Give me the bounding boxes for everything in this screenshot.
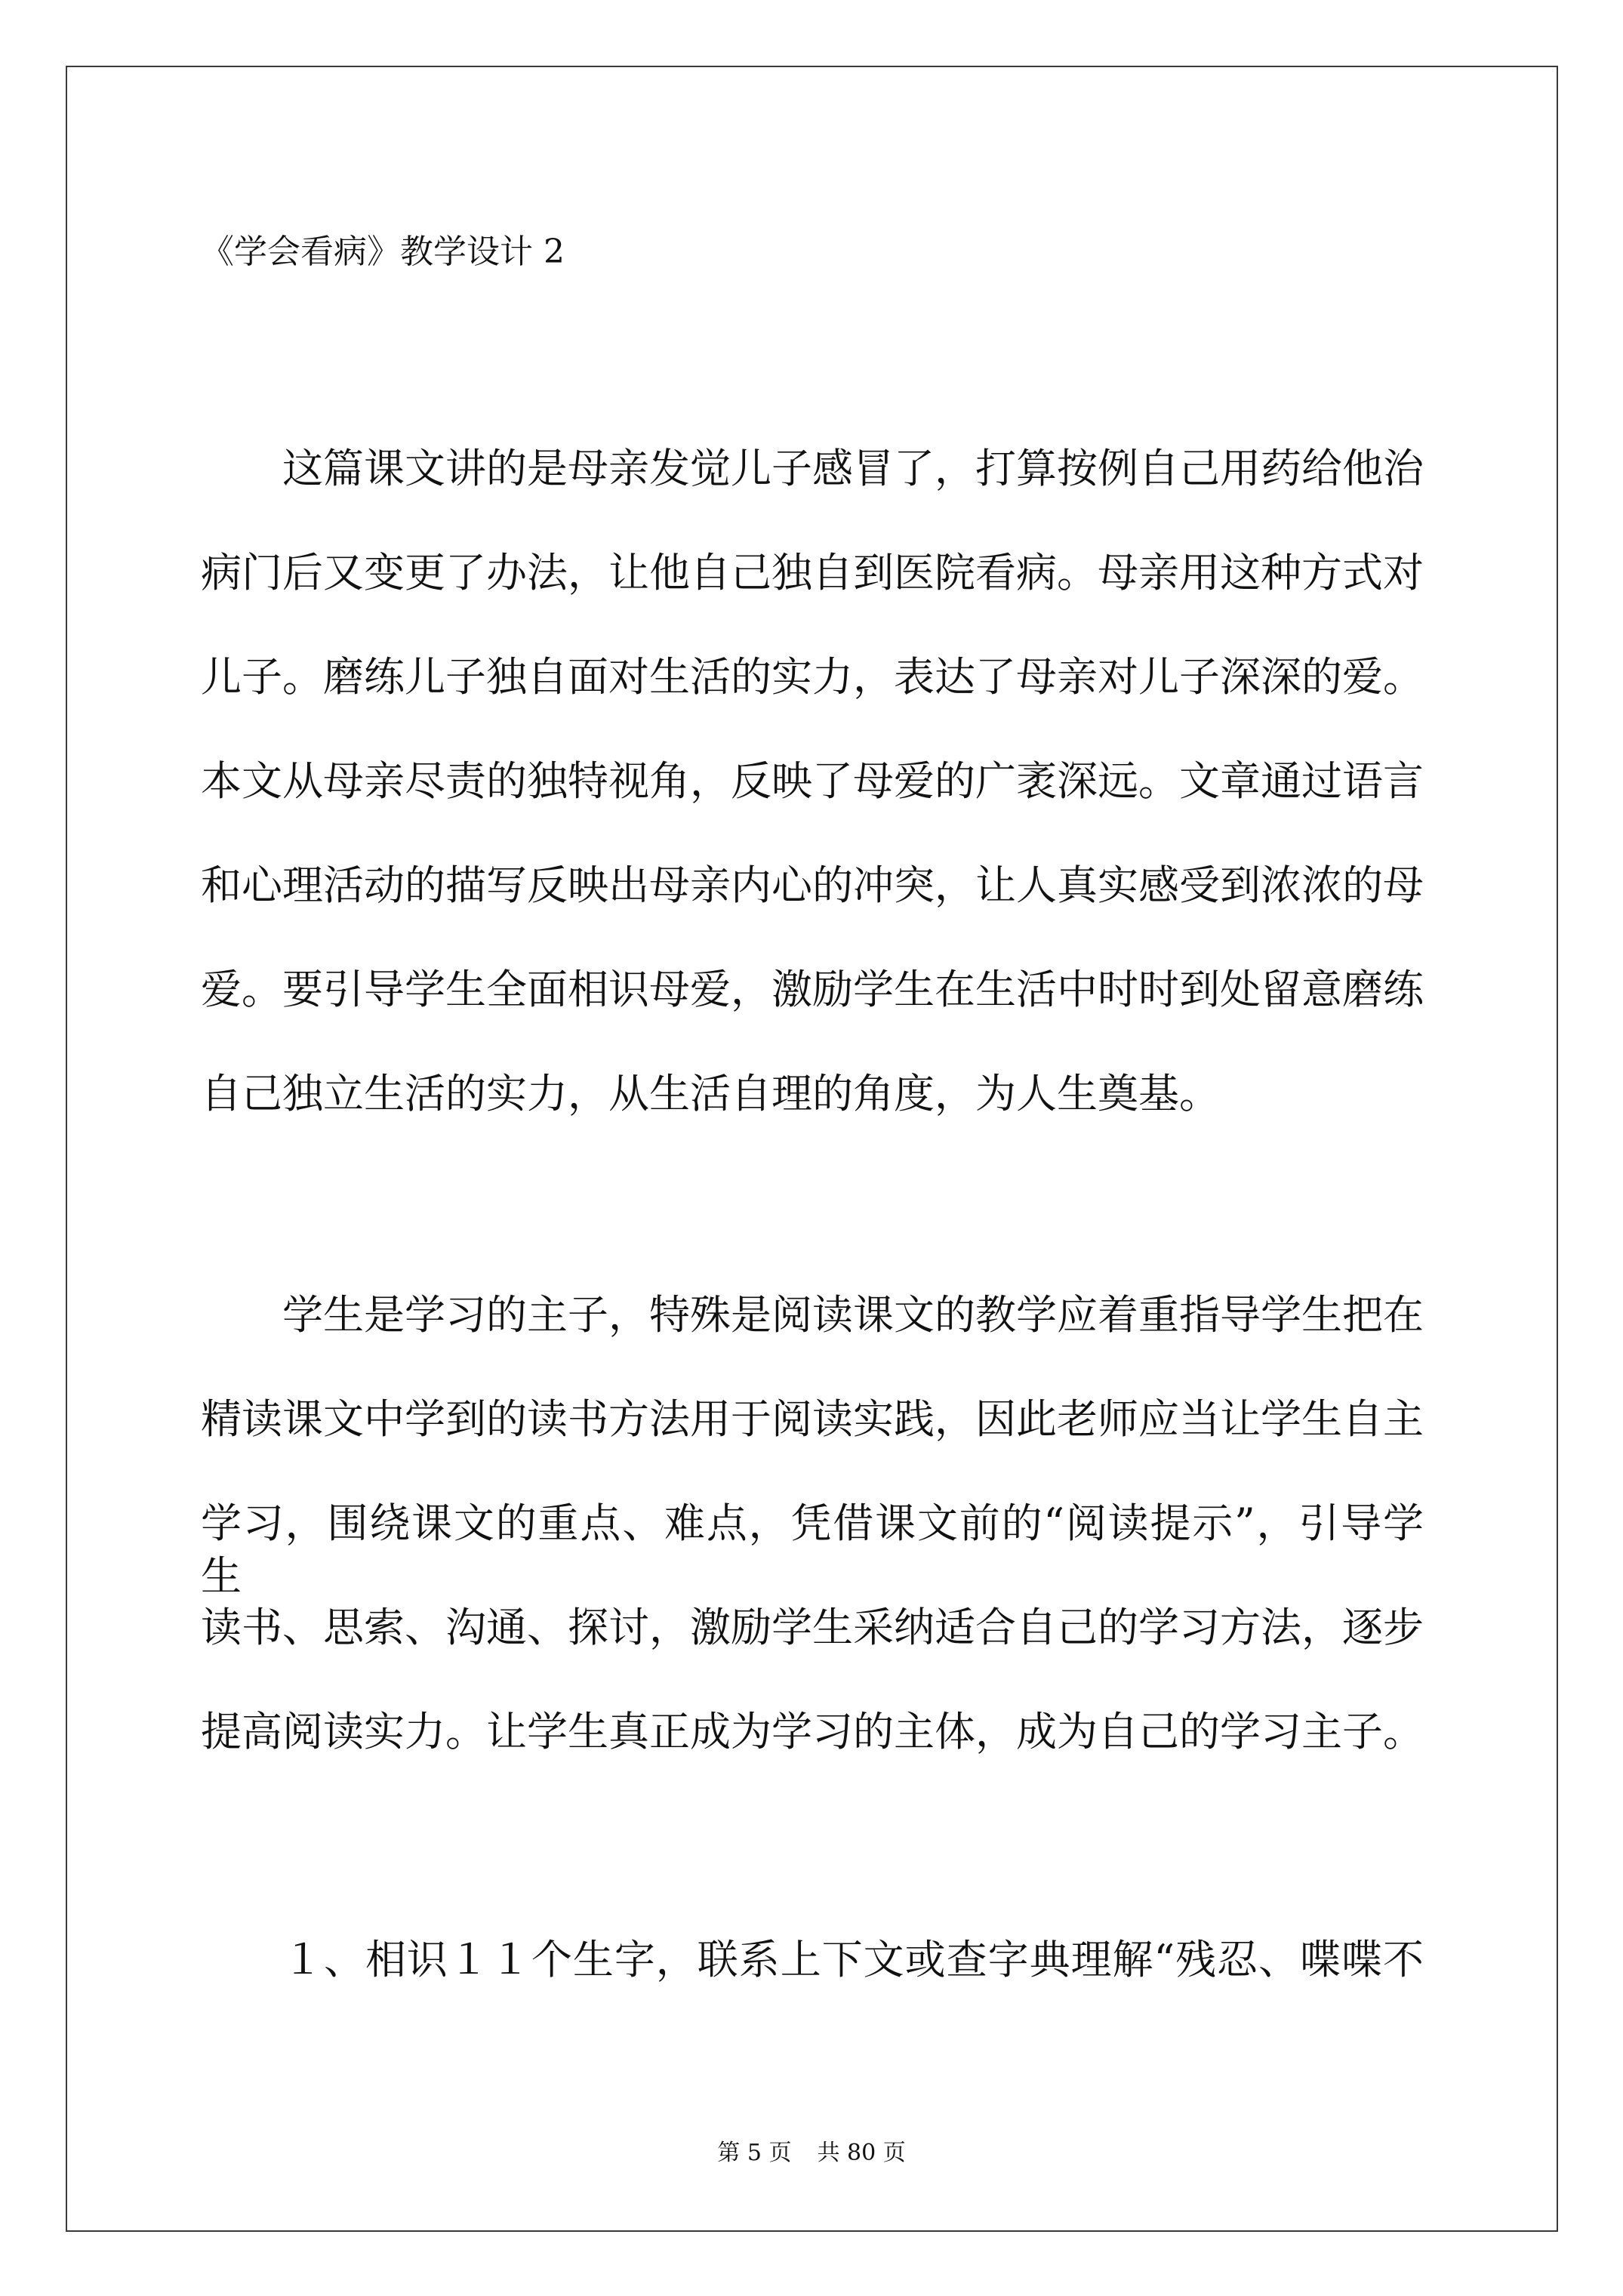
document-title: 《学会看病》教学设计 2	[201, 233, 565, 271]
paragraph-line: 提高阅读实力。让学生真正成为学习的主体，成为自己的学习主子。	[201, 1708, 1424, 1755]
paragraph-line: 精读课文中学到的读书方法用于阅读实践，因此老师应当让学生自主	[201, 1395, 1424, 1443]
footer-total-pages: 共 80 页	[817, 2140, 906, 2166]
paragraph-line: 学生是学习的主子，特殊是阅读课文的教学应着重指导学生把在	[282, 1291, 1424, 1339]
paragraph-line: 儿子。磨练儿子独自面对生活的实力，表达了母亲对儿子深深的爱。	[201, 653, 1424, 701]
page-footer	[0, 2138, 1623, 2168]
paragraph-line: 和心理活动的描写反映出母亲内心的冲突，让人真实感受到浓浓的母	[201, 861, 1424, 909]
footer-current-page: 第 5 页	[717, 2140, 792, 2166]
paragraph-line: １、相识１１个生字，联系上下文或查字典理解“残忍、喋喋不	[282, 1936, 1424, 1983]
paragraph-line: 爱。要引导学生全面相识母爱，激励学生在生活中时时到处留意磨练	[201, 966, 1424, 1013]
paragraph-line: 读书、思索、沟通、探讨，激励学生采纳适合自己的学习方法，逐步	[201, 1604, 1424, 1651]
paragraph-line: 这篇课文讲的是母亲发觉儿子感冒了，打算按例自己用药给他治	[282, 445, 1424, 492]
paragraph-line: 本文从母亲尽责的独特视角，反映了母爱的广袤深远。文章通过语言	[201, 757, 1424, 805]
paragraph-line: 病门后又变更了办法，让他自己独自到医院看病。母亲用这种方式对	[201, 549, 1424, 596]
paragraph-line: 学习，围绕课文的重点、难点，凭借课文前的“阅读提示”，引导学生	[201, 1499, 1424, 1600]
page-border	[66, 66, 1558, 2232]
paragraph-line: 自己独立生活的实力，从生活自理的角度，为人生奠基。	[201, 1070, 1220, 1117]
